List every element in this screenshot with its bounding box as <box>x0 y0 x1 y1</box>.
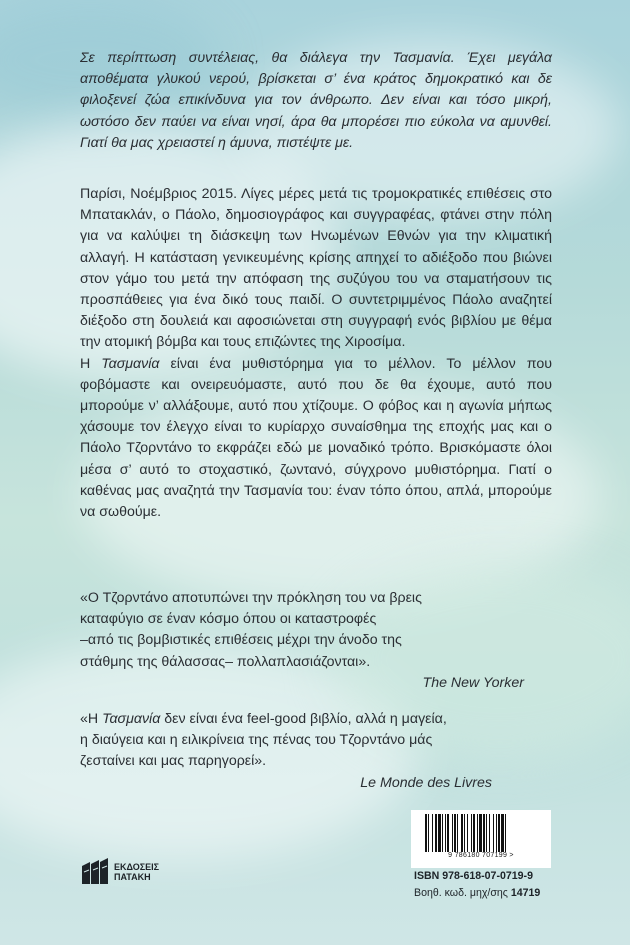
product-code-label: Βοηθ. κωδ. μηχ/σης <box>414 887 508 899</box>
barcode-bar <box>438 814 441 852</box>
quote-line: –από τις βομβιστικές επιθέσεις μέχρι την άνοδο της <box>80 632 402 649</box>
quote-line: στάθμης της θάλασσας– πολλαπλασιάζονται». <box>80 653 371 670</box>
barcode <box>411 810 551 868</box>
barcode-bar <box>432 814 433 852</box>
quote-line: ζεσταίνει και μας παρηγορεί». <box>80 753 267 770</box>
barcode-bar <box>483 814 485 852</box>
product-code-value: 14719 <box>510 887 541 899</box>
barcode-bar <box>477 814 478 852</box>
publisher-name <box>114 862 159 882</box>
isbn-number: ISBN 978-618-07-0719-9 <box>414 870 533 882</box>
synopsis-paragraph-2 <box>80 354 552 524</box>
quote-line-rest: δεν είναι ένα feel-good βιβλίο, αλλά η μαγεία, <box>160 711 447 727</box>
barcode-bar <box>471 814 472 852</box>
barcode-bar <box>505 814 506 852</box>
review-quote-2 <box>80 709 552 794</box>
barcode-bar <box>496 814 497 852</box>
barcode-bar <box>479 814 482 852</box>
barcode-bar <box>457 814 458 852</box>
barcode-bar <box>428 814 429 852</box>
quote-line <box>80 709 552 730</box>
barcode-bar <box>425 814 427 852</box>
quote-line: η διαύγεια και η ειλικρίνεια της πένας του Τζορντάνο μάς <box>80 732 433 749</box>
barcode-bar <box>473 814 475 852</box>
barcode-bar <box>447 814 449 852</box>
barcode-bar <box>489 814 490 852</box>
publisher-name-line1: ΕΚΔΟΣΕΙΣ <box>114 862 160 872</box>
synopsis-p2-start: Η <box>80 355 102 372</box>
barcode-bar <box>435 814 437 852</box>
review-quote-1 <box>80 588 552 694</box>
barcode-bar <box>452 814 453 852</box>
barcode-bar <box>445 814 446 852</box>
synopsis <box>80 184 552 523</box>
quote-line: «Ο Τζορντάνο αποτυπώνει την πρόκληση του να βρεις <box>80 590 422 606</box>
barcode-bars <box>411 810 551 854</box>
product-code <box>414 887 540 899</box>
intro-paragraph: Σε περίπτωση συντέλειας, θα διάλεγα την Τασμανία. Έχει μεγάλα αποθέματα γλυκού νερού, βρίσκεται σ’ ένα κράτος δημοκρατικό και δε φιλοξενεί ζώα επικίνδυνα για τον άνθρωπο. Δεν είναι και τόσο μικρή, ωστόσο δεν παύει να είναι νησί, άρα θα μπορέσει πιο εύκολα να αμυνθεί. Γιατί θα μας χρειαστεί η άμυνα, πιστέψτε με. <box>80 50 552 151</box>
barcode-bar <box>454 814 456 852</box>
quote-source: The New Yorker <box>422 674 524 691</box>
book-title: Τασμανία <box>101 355 160 372</box>
barcode-bar <box>464 814 465 852</box>
barcode-bar <box>461 814 463 852</box>
barcode-bar <box>442 814 443 852</box>
publisher-logo <box>80 852 180 892</box>
quote-line-start: «Η <box>80 711 103 727</box>
synopsis-paragraph-1: Παρίσι, Νοέμβριος 2015. Λίγες μέρες μετά τις τρομοκρατικές επιθέσεις στο Μπατακλάν, ο Πάολο, δημοσιογράφος και συγγραφέας, φτάνει στην πόλη για να καλύψει τη διάσκεψη των Ηνωμένων Εθνών για την κλιματική αλλαγή. Η κατάσταση γενικευμένης κρίσης απηχεί το αδιέξοδο που βιώνει στον γάμο του μετά την απόφαση της συζύγου του να σταματήσουν τις προσπάθειες για ένα δικό τους παιδί. Ο συντετριμμένος Πάολο αναζητεί διέξοδο στη δουλειά και αφοσιώνεται στη συγγραφή ενός βιβλίου με θέμα την ατομική βόμβα και τους επιζώντες της Χιροσίμα. <box>80 186 552 351</box>
barcode-bar <box>467 814 468 852</box>
book-title: Τασμανία <box>102 711 161 727</box>
quote-source: Le Monde des Livres <box>360 774 492 791</box>
quote-line: καταφύγιο σε έναν κόσμο όπου οι καταστροφές <box>80 611 377 628</box>
barcode-digits: 9 786180 707199 > <box>411 852 551 859</box>
barcode-bar <box>486 814 487 852</box>
barcode-bar <box>501 814 504 852</box>
barcode-bar <box>493 814 494 852</box>
barcode-bar <box>498 814 500 852</box>
publisher-name-line2: ΠΑΤΑΚΗ <box>114 872 151 882</box>
synopsis-p2-rest: είναι ένα μυθιστόρημα για το μέλλον. Το μέλλον που φοβόμαστε και ονειρευόμαστε, αυτό που δε θα έχουμε, αυτό που μπορούμε ν’ αλλάξουμε, αυτό που χτίζουμε. Ο φόβος και η αγωνία μήπως χάσουμε τον έλεγχο είναι το κυρίαρχο συναίσθημα της εποχής μας και ο Πάολο Τζορντάνο το εκφράζει εδώ με μοναδικό τρόπο. Βρισκόμαστε όλοι μέσα σ’ αυτό το στοχαστικό, ζωντανό, σύγχρονο μυθιστόρημα. Γιατί ο καθένας μας αναζητά την Τασμανία του: έναν τόπο όπου, απλά, μπορούμε να σωθούμε. <box>80 355 552 521</box>
books-icon <box>80 858 110 886</box>
